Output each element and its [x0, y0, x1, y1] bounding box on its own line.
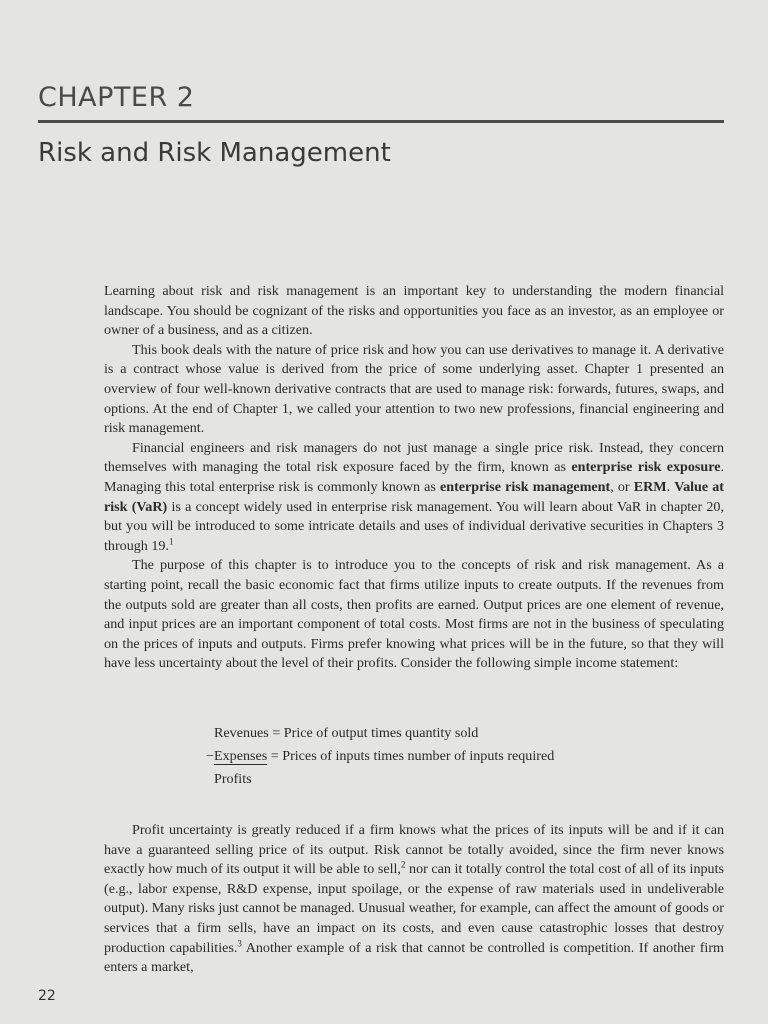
statement-term: Expenses — [214, 748, 268, 764]
income-statement-line — [200, 745, 554, 768]
footnote-marker: 3 — [237, 937, 242, 948]
page-number: 22 — [38, 988, 56, 1004]
text-run: . Managing this total enterprise risk is commonly known as — [104, 459, 725, 495]
text-run: is a concept widely used in enterprise risk management. You will learn about VaR in chapter 20, but you will be introduced to some intricate details and uses of individual derivative securities in Chapters 3 through 19. — [104, 498, 724, 554]
statement-definition: = Prices of inputs times number of inputs required — [267, 748, 555, 764]
statement-term: Revenues — [214, 725, 269, 741]
chapter-title: Risk and Risk Management — [38, 138, 391, 168]
body-text — [104, 282, 724, 674]
text-run: Financial engineers and risk managers do not just manage a single price risk. Instead, they concern themselves with managing the total risk exposure faced by the firm, known as — [104, 439, 724, 476]
statement-definition: = Price of output times quantity sold — [268, 725, 479, 741]
text-run: The purpose of this chapter is to introduce you to the concepts of risk and risk management. As a starting point, recall the basic economic fact that firms utilize inputs to create outputs. If the revenues from the outputs sold are greater than all costs, then profits are earned. Output prices are one element of revenue, and input prices are an important component of total costs. Most firms are not in the business of speculating on the prices of inputs and outputs. Firms prefer knowing what prices will be in the future, so that they will have less uncertainty about the level of their profits. Consider the following simple income statement: — [104, 557, 724, 672]
paragraph — [104, 282, 724, 341]
operator: − — [206, 748, 214, 764]
body-text-continued — [104, 821, 724, 978]
text-run: Profit uncertainty is greatly reduced if a firm knows what the prices of its inputs will be and if it can have a guaranteed selling price of its output. Risk cannot be totally avoided, since the firm never knows exactly how much of its output it will be able to sell, — [104, 822, 724, 878]
key-term: ERM — [633, 478, 667, 495]
text-run: Learning about risk and risk management is an important key to understanding the modern financial landscape. You should be cognizant of the risks and opportunities you face as an investor, as an employee or owner of a business, and as a citizen. — [104, 283, 724, 339]
text-run: . — [666, 478, 675, 495]
paragraph — [104, 439, 724, 557]
key-term: enterprise risk exposure — [571, 459, 721, 476]
footnote-marker: 1 — [168, 536, 174, 547]
key-term: Value at risk (VaR) — [104, 478, 724, 515]
paragraph — [104, 556, 724, 674]
key-term: enterprise risk management — [439, 478, 611, 495]
text-run: nor can it totally control the total cost of all of its inputs (e.g., labor expense, R&D expense, input spoilage, or the expense of raw materials used in undeliverable output). Many risks just cannot be managed. Unusual weather, for example, can affect the amount of goods or services that a firm sells, have an impact on its costs, and even cause catastrophic losses that destroy production capabilities. — [104, 861, 724, 956]
chapter-rule — [38, 120, 724, 123]
income-statement — [200, 722, 554, 791]
income-statement-line — [200, 722, 554, 745]
text-run: , or — [610, 478, 634, 495]
text-run: Another example of a risk that cannot be controlled is competition. If another firm enters a market, — [104, 939, 724, 976]
text-run: This book deals with the nature of price risk and how you can use derivatives to manage it. A derivative is a contract whose value is derived from the price of some underlying asset. Chapter 1 presented an overview of four well-known derivative contracts that are used to manage risk: forwards, futures, swaps, and options. At the end of Chapter 1, we called your attention to two new professions, financial engineering and risk management. — [104, 341, 724, 437]
statement-term: Profits — [214, 771, 252, 787]
chapter-label: CHAPTER 2 — [38, 82, 195, 113]
footnote-marker: 2 — [400, 859, 406, 870]
income-statement-line — [200, 768, 554, 791]
paragraph — [104, 821, 724, 978]
paragraph — [104, 341, 724, 439]
